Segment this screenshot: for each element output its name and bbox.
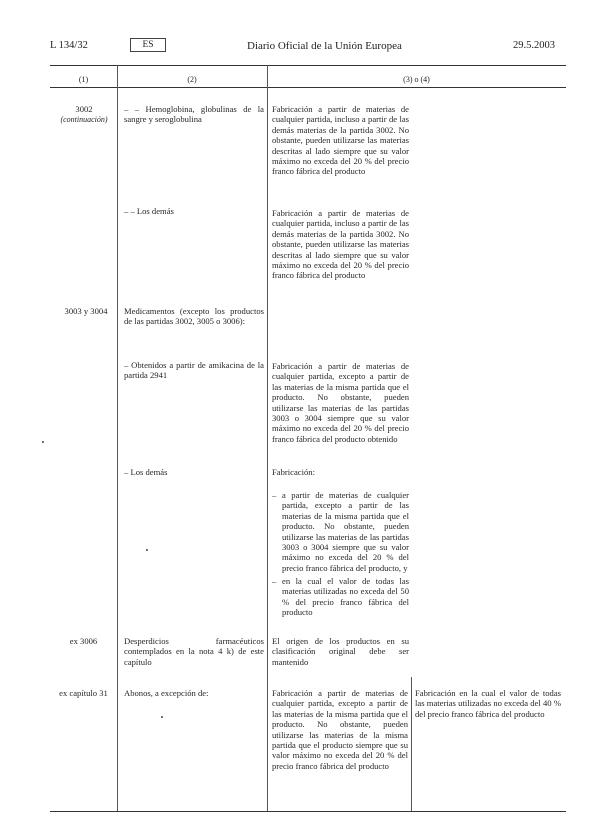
doc-reference: L 134/32 — [50, 40, 88, 51]
product-description: – – Los demás — [124, 206, 174, 216]
origin-rule: Fabricación a partir de materias de cualquier partida, excepto a partir de las materias de la misma partida que el producto. No obstante, pueden utilizarse las materias de las partidas 3003 o 3004 siempre que su valor máximo no exceda del 20 % del precio franco fábrica del producto obtenido — [272, 361, 409, 444]
heading-code: ex capítulo 31 — [59, 688, 108, 698]
product-description: – Los demás — [124, 467, 168, 477]
product-description: Desperdicios farmacéuticos contemplados en la nota 4 k) de este capítulo — [124, 636, 264, 667]
product-description: Abonos, a excepción de: — [124, 688, 209, 698]
column-divider-2 — [267, 65, 268, 811]
origin-rule: Fabricación a partir de materias de cualquier partida, incluso a partir de las demás materias de la partida 3002. No obstante, pueden utilizarse las materias descritas al lado siempre que su valor máximo no exceda del 20 % del precio franco fábrica del producto — [272, 208, 409, 281]
condition-text: en la cual el valor de todas las materias utilizadas no exceda del 50 % del precio franco fábrica del producto — [282, 576, 409, 618]
origin-rule: El origen de los productos en su clasificación original debe ser mantenido — [272, 636, 409, 667]
scan-speck — [42, 441, 44, 443]
heading-code: 3003 y 3004 — [64, 306, 108, 316]
table-bottom-rule — [50, 811, 566, 812]
journal-title: Diario Oficial de la Unión Europea — [247, 40, 402, 52]
origin-rule-condition: – en la cual el valor de todas las materias utilizadas no exceda del 50 % del precio franco fábrica del producto — [272, 576, 409, 618]
origin-rule: Fabricación a partir de materias de cualquier partida, incluso a partir de las demás materias de la partida 3002. No obstante, pueden utilizarse las materias descritas al lado siempre que su valor máximo no exceda del 20 % del precio franco fábrica del producto — [272, 104, 409, 177]
column-header-1: (1) — [78, 75, 89, 84]
continuation-note: (continuación) — [60, 115, 108, 124]
product-description: – Obtenidos a partir de amikacina de la partida 2941 — [124, 360, 264, 381]
publication-date: 29.5.2003 — [513, 40, 555, 51]
column-header-2: (2) — [187, 75, 197, 84]
heading-code: ex 3006 — [69, 636, 98, 646]
origin-rule-condition: – a partir de materias de cualquier partida, excepto a partir de las materias de la misma partida que el producto. No obstante, pueden utilizarse las materias de las partidas 3003 o 3004 siempre que su valor máximo no exceda del 20 % del precio franco fábrica del producto, y — [272, 490, 409, 573]
scan-speck — [161, 716, 163, 718]
origin-rule-intro: Fabricación: — [272, 467, 315, 477]
column-divider-1 — [117, 65, 118, 811]
product-description: – – Hemoglobina, globulinas de la sangre y seroglobulina — [124, 104, 264, 125]
column-header-3: (3) o (4) — [403, 75, 430, 84]
alternative-origin-rule: Fabricación en la cual el valor de todas las materias utilizadas no exceda del 40 % del precio franco fábrica del producto — [415, 688, 561, 719]
heading-code: 3002 — [75, 104, 93, 114]
column-divider-3 — [411, 677, 412, 811]
table-top-rule — [50, 65, 566, 66]
origin-rule: Fabricación a partir de materias de cualquier partida, excepto a partir de las materias de la misma partida que el producto. No obstante, pueden utilizarse las materias de la misma partida que el producto siempre que su valor máximo no exceda del 20 % del precio franco fábrica del producto — [272, 688, 408, 771]
table-header-rule — [50, 87, 566, 88]
product-description: Medicamentos (excepto los productos de las partidas 3002, 3005 o 3006): — [124, 306, 264, 327]
condition-text: a partir de materias de cualquier partida, excepto a partir de las materias de la misma partida que el producto. No obstante, pueden utilizarse las materias de las partidas 3003 o 3004 siempre que su valor máximo no exceda del 20 % del precio franco fábrica del producto, y — [282, 490, 409, 573]
language-badge: ES — [130, 38, 166, 52]
scan-speck — [146, 549, 148, 551]
